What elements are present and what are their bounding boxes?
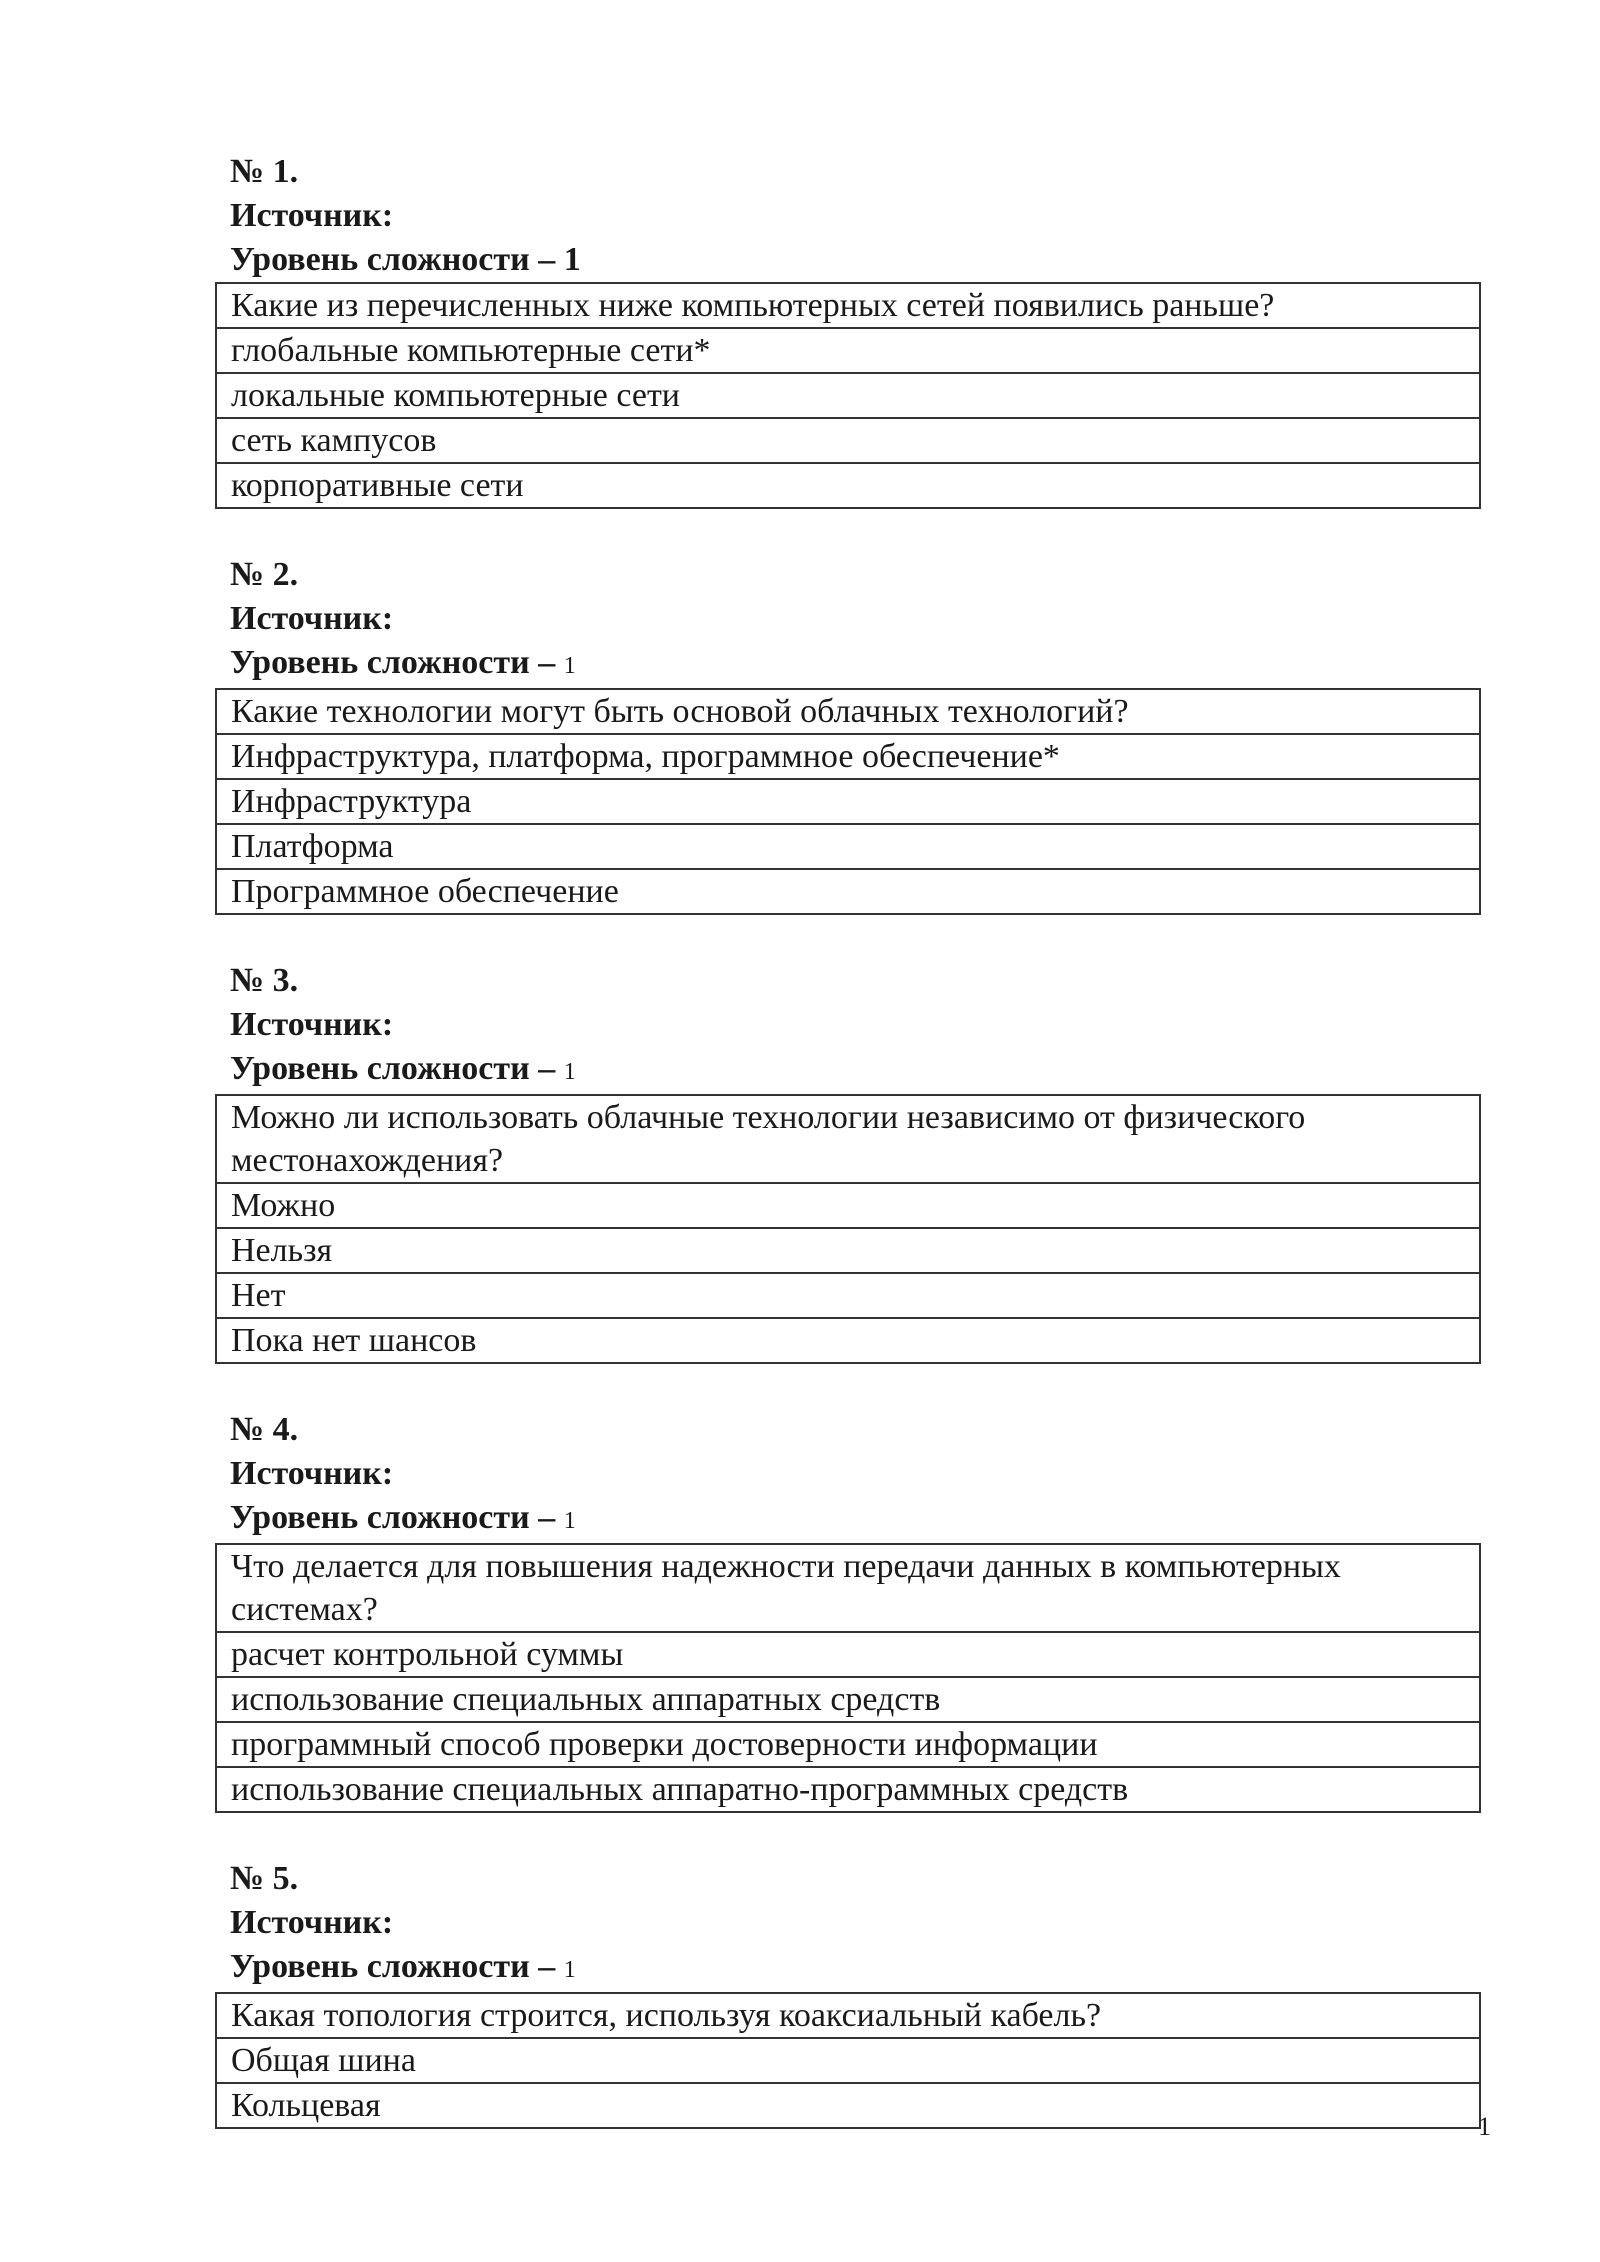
answer-option: сеть кампусов (216, 418, 1480, 463)
question-row (216, 283, 1480, 328)
question-table (215, 1992, 1481, 2129)
question-table (215, 1094, 1481, 1364)
question-number: № 4. (230, 1411, 299, 1448)
answer-option: программный способ проверки достоверности информации (216, 1722, 1480, 1767)
answer-option: Инфраструктура, платформа, программное обеспечение* (216, 734, 1480, 779)
answer-option: использование специальных аппаратных средств (216, 1677, 1480, 1722)
source-label: Источник: (230, 1006, 394, 1043)
question-text: Какие технологии могут быть основой облачных технологий? (216, 689, 1480, 734)
difficulty-label: Уровень сложности – (230, 1948, 564, 1985)
difficulty-level (215, 641, 1481, 688)
question-table (215, 688, 1481, 915)
question-text: Что делается для повышения надежности передачи данных в компьютерных системах? (216, 1544, 1480, 1632)
answer-option: локальные компьютерные сети (216, 373, 1480, 418)
question-row (216, 689, 1480, 734)
answer-row (216, 328, 1480, 373)
answer-row (216, 2083, 1480, 2128)
question-number: № 3. (230, 962, 299, 999)
question-block (215, 1408, 1481, 1813)
answer-row (216, 824, 1480, 869)
document-page (215, 150, 1481, 2173)
answer-row (216, 1677, 1480, 1722)
answer-option: Нельзя (216, 1228, 1480, 1273)
source-label: Источник: (230, 1455, 394, 1492)
answer-option: глобальные компьютерные сети* (216, 328, 1480, 373)
answer-row (216, 1183, 1480, 1228)
answer-row (216, 734, 1480, 779)
answer-row (216, 2038, 1480, 2083)
questions-list (215, 150, 1481, 2129)
difficulty-level (215, 1945, 1481, 1992)
answer-option: Инфраструктура (216, 779, 1480, 824)
question-text: Какая топология строится, используя коаксиальный кабель? (216, 1993, 1480, 2038)
answer-option: корпоративные сети (216, 463, 1480, 508)
answer-option: Общая шина (216, 2038, 1480, 2083)
answer-row (216, 779, 1480, 824)
answer-row (216, 463, 1480, 508)
source-label: Источник: (230, 600, 394, 637)
difficulty-level (215, 1047, 1481, 1094)
question-block (215, 553, 1481, 915)
question-block (215, 1857, 1481, 2129)
question-row (216, 1993, 1480, 2038)
answer-row (216, 1318, 1480, 1363)
difficulty-value: 1 (563, 241, 581, 278)
question-text: Можно ли использовать облачные технологии независимо от физического местонахождения? (216, 1095, 1480, 1183)
difficulty-level (215, 238, 1481, 282)
answer-option: Кольцевая (216, 2083, 1480, 2128)
answer-row (216, 1722, 1480, 1767)
question-block (215, 150, 1481, 509)
answer-row (216, 1767, 1480, 1812)
answer-row (216, 1632, 1480, 1677)
question-number: № 1. (230, 153, 299, 190)
difficulty-label: Уровень сложности – (230, 644, 564, 681)
difficulty-value: 1 (563, 653, 576, 679)
answer-row (216, 1228, 1480, 1273)
difficulty-value: 1 (563, 1059, 576, 1085)
difficulty-value: 1 (563, 1957, 576, 1983)
answer-option: расчет контрольной суммы (216, 1632, 1480, 1677)
difficulty-label: Уровень сложности – (230, 241, 564, 278)
source-label: Источник: (230, 1904, 394, 1941)
answer-option: Можно (216, 1183, 1480, 1228)
question-table (215, 282, 1481, 509)
page-number: 1 (1478, 2112, 1491, 2141)
answer-option: Нет (216, 1273, 1480, 1318)
answer-option: Платформа (216, 824, 1480, 869)
answer-row (216, 373, 1480, 418)
difficulty-value: 1 (563, 1508, 576, 1534)
question-number: № 5. (230, 1860, 299, 1897)
question-block (215, 959, 1481, 1364)
difficulty-label: Уровень сложности – (230, 1050, 564, 1087)
answer-option: Пока нет шансов (216, 1318, 1480, 1363)
question-text: Какие из перечисленных ниже компьютерных сетей появились раньше? (216, 283, 1480, 328)
question-row (216, 1544, 1480, 1632)
answer-row (216, 869, 1480, 914)
question-table (215, 1543, 1481, 1813)
difficulty-level (215, 1496, 1481, 1543)
source-label: Источник: (230, 197, 394, 234)
answer-option: использование специальных аппаратно-программных средств (216, 1767, 1480, 1812)
question-number: № 2. (230, 556, 299, 593)
answer-row (216, 418, 1480, 463)
answer-row (216, 1273, 1480, 1318)
answer-option: Программное обеспечение (216, 869, 1480, 914)
question-row (216, 1095, 1480, 1183)
difficulty-label: Уровень сложности – (230, 1499, 564, 1536)
